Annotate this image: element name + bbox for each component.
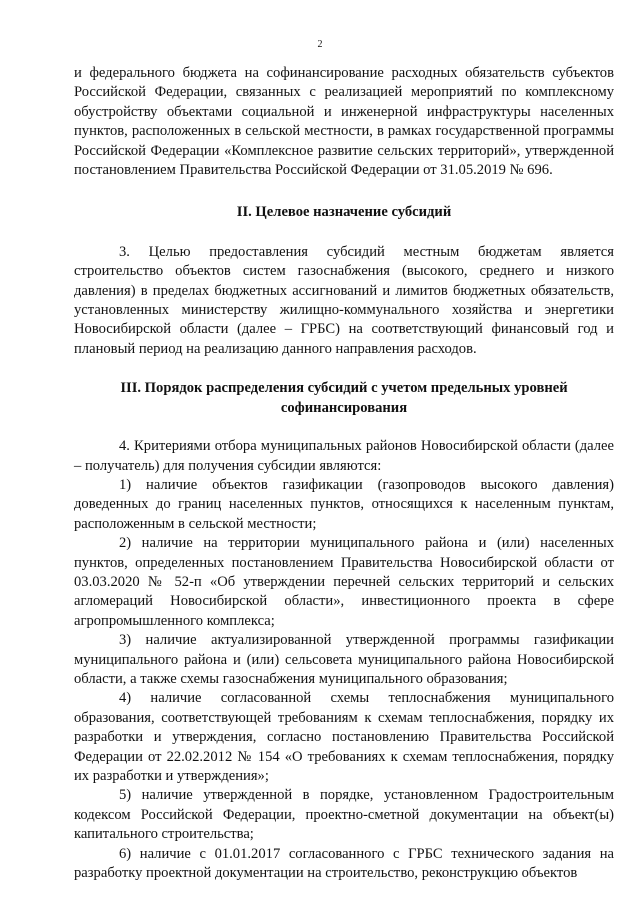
document-body [74,64,614,883]
intro-paragraph: и федерального бюджета на софинансирование расходных обязательств субъектов Российской Федерации, связанных с реализацией мероприятий по комплексному обустройству объектами социальной и инженерной инфраструктуры населенных пунктов, расположенных в сельской местности, в рамках государственной программы Российской Федерации «Комплексное развитие сельских территорий», утвержденной постановлением Правительства Российской Федерации от 31.05.2019 № 696. [74,65,614,179]
criterion-5: 5) наличие утвержденной в порядке, установленном Градостроительным кодексом Российской Федерации, проектно-сметной документации на объект(ы) капитального строительства; [74,787,614,843]
section-heading-3-line-2: софинансирования [280,399,408,416]
criterion-4: 4) наличие согласованной схемы теплоснабжения муниципального образования, соответствующей требованиям к схемам теплоснабжения, порядку их разработки и утверждения, согласно постановлению Правительства Российской Федерации от 22.02.2012 № 154 «О требованиях к схемам теплоснабжения, порядку их разработки и утверждения»; [74,690,614,784]
section-heading-3-line-1: III. Порядок распределения субсидий с учетом предельных уровней [120,380,568,397]
criterion-3: 3) наличие актуализированной утвержденной программы газификации муниципального района и (или) сельсовета муниципального района Новосибирской области, а также схемы газоснабжения муниципального образования; [74,632,614,687]
criterion-6: 6) наличие с 01.01.2017 согласованного с ГРБС технического задания на разработку проектной документации на строительство, реконструкцию объектов [74,845,614,882]
page-number: 2 [317,39,323,50]
section-heading-2: II. Целевое назначение субсидий [236,204,452,221]
criterion-1: 1) наличие объектов газификации (газопроводов высокого давления) доведенных до границ населенных пунктов, относящихся к населенным пунктам, расположенным в сельской местности; [74,476,614,532]
section-heading-3 [74,379,614,418]
criterion-2: 2) наличие на территории муниципального района и (или) населенных пунктов, определенных постановлением Правительства Новосибирской области от 03.03.2020 № 52-п «Об утверждении перечней сельских территорий и сельских агломераций Новосибирской области», инвестиционного проекта в сфере агропромышленного комплекса; [74,535,614,629]
paragraph-3: 3. Целью предоставления субсидий местным бюджетам является строительство объектов систем газоснабжения (высокого, среднего и низкого давления) в пределах бюджетных ассигнований и лимитов бюджетных обязательств, установленных министерству жилищно-коммунального хозяйства и энергетики Новосибирской области (далее – ГРБС) на соответствующий финансовый год и плановый период на реализацию данного направления расходов. [74,243,614,357]
paragraph-4: 4. Критериями отбора муниципальных районов Новосибирской области (далее – получатель) для получения субсидии являются: [74,438,614,474]
